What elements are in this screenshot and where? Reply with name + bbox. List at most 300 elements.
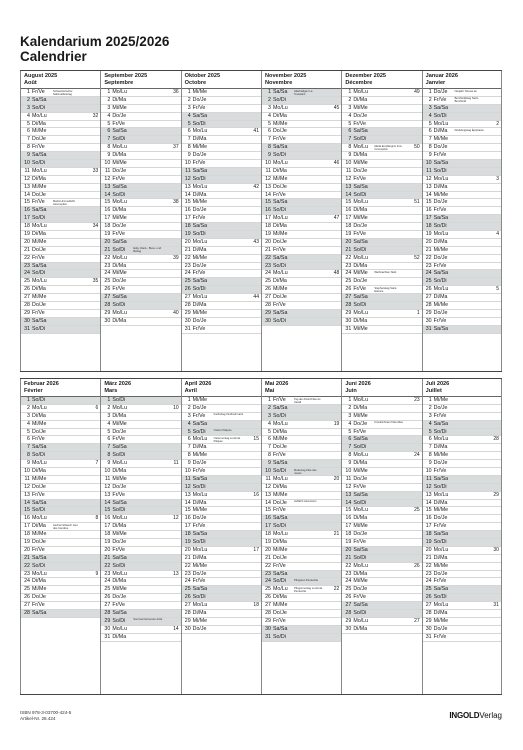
day-row bbox=[342, 476, 421, 484]
weekday-label: Di/Ma bbox=[192, 246, 207, 253]
weekday-label: So/Di bbox=[112, 452, 126, 459]
day-number: 13 bbox=[345, 183, 352, 190]
day-row bbox=[101, 255, 180, 263]
day-number: 26 bbox=[104, 594, 111, 601]
week-number: 28 bbox=[493, 436, 499, 443]
weekday-label: Do/Je bbox=[192, 152, 207, 159]
weekday-label: So/Di bbox=[112, 246, 126, 253]
day-number: 24 bbox=[104, 578, 111, 585]
day-row bbox=[262, 168, 341, 176]
day-number: 10 bbox=[265, 468, 271, 475]
weekday-label: So/Di bbox=[112, 617, 126, 624]
month-column bbox=[181, 379, 261, 694]
day-number: 7 bbox=[187, 444, 191, 451]
day-number: 15 bbox=[184, 507, 191, 514]
day-number: 14 bbox=[24, 191, 30, 198]
day-row bbox=[101, 626, 180, 634]
day-row bbox=[262, 97, 341, 105]
day-number: 3 bbox=[268, 412, 271, 419]
day-row bbox=[262, 586, 341, 594]
day-number: 19 bbox=[265, 231, 271, 238]
weekday-label: Mi/Me bbox=[192, 507, 208, 514]
day-number: 31 bbox=[425, 325, 432, 332]
week-number: 42 bbox=[253, 183, 259, 190]
weekday-label: Mi/Me bbox=[272, 175, 288, 182]
weekday-label: Do/Je bbox=[353, 112, 368, 119]
weekday-label: Mo/Lu bbox=[433, 436, 449, 443]
day-number: 29 bbox=[345, 617, 352, 624]
weekday-label: Fr/Ve bbox=[272, 617, 286, 624]
week-number: 6 bbox=[95, 404, 99, 411]
day-row bbox=[262, 634, 341, 642]
day-row bbox=[423, 594, 501, 602]
day-row bbox=[342, 563, 421, 571]
day-number: 14 bbox=[265, 191, 271, 198]
weekday-label: So/Di bbox=[32, 104, 45, 111]
day-row bbox=[21, 89, 100, 97]
weekday-label: Di/Ma bbox=[112, 633, 127, 640]
day-number: 23 bbox=[425, 262, 432, 269]
day-number: 18 bbox=[345, 223, 352, 230]
day-number: 29 bbox=[425, 617, 432, 624]
calendar-grid-bottom bbox=[20, 378, 502, 695]
day-number: 27 bbox=[425, 602, 432, 609]
weekday-label: Do/Je bbox=[112, 594, 127, 601]
day-row bbox=[101, 286, 180, 294]
holiday-note: Muttertag Fête des mères bbox=[293, 468, 317, 475]
day-number: 17 bbox=[265, 523, 271, 530]
day-number: 28 bbox=[24, 302, 30, 309]
day-number: 16 bbox=[104, 515, 111, 522]
weekday-label: Sa/Sa bbox=[272, 309, 288, 316]
day-number: 22 bbox=[345, 562, 352, 569]
day-row bbox=[342, 539, 421, 547]
day-number: 4 bbox=[107, 112, 111, 119]
weekday-label: Fr/Ve bbox=[32, 199, 45, 206]
month-column bbox=[181, 71, 261, 371]
weekday-label: Fr/Ve bbox=[112, 120, 125, 127]
day-row bbox=[423, 160, 501, 168]
weekday-label: Mi/Me bbox=[192, 309, 208, 316]
day-row bbox=[423, 121, 501, 129]
day-number: 27 bbox=[104, 294, 111, 301]
day-row bbox=[423, 421, 501, 429]
weekday-label: Do/Je bbox=[433, 570, 448, 577]
day-number: 13 bbox=[265, 491, 271, 498]
day-row bbox=[423, 452, 501, 460]
day-number: 30 bbox=[104, 317, 111, 324]
weekday-label: Fr/Ve bbox=[433, 207, 447, 214]
day-row bbox=[182, 286, 261, 294]
day-number: 30 bbox=[425, 625, 432, 632]
weekday-label: Do/Je bbox=[272, 610, 287, 617]
month-name-fr: Août bbox=[24, 79, 37, 86]
weekday-label: Sa/Sa bbox=[433, 586, 449, 593]
day-number: 24 bbox=[24, 270, 30, 277]
weekday-label: Mi/Me bbox=[272, 436, 288, 443]
day-number: 14 bbox=[265, 499, 271, 506]
day-row bbox=[342, 247, 421, 255]
day-row bbox=[423, 586, 501, 594]
holiday-note: Tag der Arbeit Fête du travail bbox=[293, 397, 321, 404]
day-row bbox=[101, 128, 180, 136]
day-number: 5 bbox=[107, 120, 111, 127]
weekday-label: Di/Ma bbox=[272, 594, 287, 601]
weekday-label: Mi/Me bbox=[353, 325, 368, 332]
day-row bbox=[21, 594, 100, 602]
day-row bbox=[21, 460, 100, 468]
day-number: 9 bbox=[268, 460, 271, 467]
day-number: 1 bbox=[187, 89, 191, 95]
weekday-label: Do/Je bbox=[192, 317, 207, 324]
day-row bbox=[21, 207, 100, 215]
month-header bbox=[101, 379, 180, 397]
weekday-label: Fr/Ve bbox=[192, 160, 206, 167]
weekday-label: Do/Je bbox=[272, 128, 287, 135]
day-row bbox=[182, 310, 261, 318]
day-row bbox=[182, 239, 261, 247]
day-number: 22 bbox=[265, 254, 271, 261]
day-number: 21 bbox=[425, 554, 432, 561]
day-row bbox=[21, 318, 100, 326]
day-row bbox=[342, 413, 421, 421]
day-number: 9 bbox=[27, 152, 30, 159]
day-number: 2 bbox=[187, 96, 191, 103]
weekday-label: So/Di bbox=[433, 167, 447, 174]
day-number: 5 bbox=[187, 120, 191, 127]
day-number: 4 bbox=[348, 112, 352, 119]
month-header bbox=[21, 71, 100, 89]
day-number: 7 bbox=[268, 136, 271, 143]
day-number: 23 bbox=[184, 262, 191, 269]
day-row bbox=[101, 602, 180, 610]
weekday-label: Sa/Sa bbox=[32, 96, 47, 103]
weekday-label: Mi/Me bbox=[433, 397, 449, 403]
day-row bbox=[262, 207, 341, 215]
day-number: 29 bbox=[345, 309, 352, 316]
month-name-fr: Mars bbox=[104, 387, 118, 394]
day-row bbox=[101, 278, 180, 286]
day-number: 30 bbox=[265, 317, 271, 324]
day-number: 12 bbox=[184, 483, 191, 490]
day-row bbox=[262, 136, 341, 144]
day-number: 25 bbox=[265, 586, 271, 593]
day-row bbox=[101, 263, 180, 271]
day-row bbox=[101, 492, 180, 500]
day-number: 17 bbox=[24, 523, 30, 530]
title-line-2: Calendrier bbox=[20, 49, 87, 64]
day-row bbox=[342, 610, 421, 618]
weekday-label: Sa/Sa bbox=[112, 128, 127, 135]
day-number: 11 bbox=[185, 167, 191, 174]
day-row bbox=[342, 207, 421, 215]
month-name-fr: Janvier bbox=[425, 79, 446, 86]
day-number: 22 bbox=[345, 254, 352, 261]
weekday-label: Di/Ma bbox=[32, 578, 46, 585]
day-row bbox=[21, 247, 100, 255]
day-row bbox=[21, 105, 100, 113]
month-name-fr: Mai bbox=[264, 387, 275, 394]
weekday-label: Fr/Ve bbox=[32, 546, 45, 553]
weekday-label: Mi/Me bbox=[192, 562, 208, 569]
day-number: 21 bbox=[24, 246, 30, 253]
day-row bbox=[262, 223, 341, 231]
day-row bbox=[342, 270, 421, 278]
week-number: 4 bbox=[496, 231, 499, 238]
day-number: 3 bbox=[107, 412, 111, 419]
day-number: 9 bbox=[348, 152, 352, 159]
day-number: 11 bbox=[345, 167, 352, 174]
weekday-label: So/Di bbox=[192, 175, 206, 182]
day-number: 25 bbox=[345, 586, 352, 593]
weekday-label: So/Di bbox=[272, 468, 286, 475]
day-row bbox=[342, 500, 421, 508]
day-number: 2 bbox=[268, 404, 271, 411]
weekday-label: Fr/Ve bbox=[272, 246, 286, 253]
day-number: 22 bbox=[24, 562, 30, 569]
holiday-note: Eidg. Dank-, Buss- und Bettag bbox=[133, 247, 161, 254]
day-number: 6 bbox=[107, 128, 111, 135]
day-row bbox=[21, 578, 100, 586]
weekday-label: Mo/Lu bbox=[433, 546, 449, 553]
weekday-label: Mo/Lu bbox=[272, 160, 288, 167]
weekday-label: So/Di bbox=[433, 539, 447, 546]
weekday-label: Mi/Me bbox=[192, 617, 208, 624]
weekday-label: So/Di bbox=[353, 554, 367, 561]
day-row bbox=[262, 492, 341, 500]
holiday-note: Auffahrt Ascension bbox=[293, 500, 317, 504]
day-row bbox=[21, 97, 100, 105]
week-number: 51 bbox=[414, 199, 420, 206]
day-number: 22 bbox=[104, 562, 111, 569]
day-number: 8 bbox=[268, 144, 271, 151]
day-row bbox=[262, 531, 341, 539]
weekday-label: Mi/Me bbox=[433, 562, 449, 569]
weekday-label: Sa/Sa bbox=[192, 112, 208, 119]
weekday-label: So/Di bbox=[192, 286, 206, 293]
day-number: 8 bbox=[428, 452, 432, 459]
weekday-label: Fr/Ve bbox=[272, 302, 286, 309]
day-row bbox=[262, 468, 341, 476]
week-number: 20 bbox=[333, 475, 340, 482]
day-number: 5 bbox=[348, 428, 352, 435]
day-number: 4 bbox=[268, 112, 271, 119]
day-number: 26 bbox=[345, 286, 352, 293]
day-row bbox=[262, 89, 341, 97]
day-row bbox=[342, 263, 421, 271]
weekday-label: Fr/Ve bbox=[112, 436, 125, 443]
weekday-label: Mo/Lu bbox=[32, 278, 47, 285]
day-number: 20 bbox=[345, 546, 352, 553]
day-number: 12 bbox=[425, 483, 432, 490]
day-number: 19 bbox=[184, 539, 191, 546]
weekday-label: Sa/Sa bbox=[192, 278, 208, 285]
weekday-label: Sa/Sa bbox=[272, 254, 288, 261]
day-number: 2 bbox=[27, 96, 30, 103]
day-number: 24 bbox=[345, 578, 352, 585]
day-number: 2 bbox=[348, 404, 352, 411]
weekday-label: Mi/Me bbox=[32, 586, 47, 593]
weekday-label: So/Di bbox=[32, 215, 45, 222]
day-row bbox=[21, 571, 100, 579]
weekday-label: Fr/Ve bbox=[272, 136, 286, 143]
weekday-label: Mo/Lu bbox=[272, 586, 288, 593]
weekday-label: Do/Je bbox=[192, 207, 207, 214]
day-number: 11 bbox=[185, 475, 191, 482]
weekday-label: Mo/Lu bbox=[32, 223, 47, 230]
week-number: 30 bbox=[493, 546, 499, 553]
day-number: 4 bbox=[107, 420, 111, 427]
weekday-label: Mi/Me bbox=[433, 452, 449, 459]
day-number: 10 bbox=[345, 160, 352, 167]
day-row bbox=[342, 571, 421, 579]
day-number: 27 bbox=[425, 294, 432, 301]
day-number: 1 bbox=[187, 397, 191, 403]
day-row bbox=[423, 326, 501, 334]
weekday-label: Fr/Ve bbox=[192, 412, 206, 419]
day-row bbox=[423, 492, 501, 500]
day-row bbox=[182, 602, 261, 610]
day-number: 1 bbox=[268, 89, 271, 95]
day-row bbox=[101, 413, 180, 421]
week-number: 41 bbox=[253, 128, 259, 135]
day-number: 31 bbox=[24, 325, 30, 332]
day-number: 13 bbox=[184, 491, 191, 498]
week-number: 38 bbox=[173, 199, 179, 206]
weekday-label: Di/Ma bbox=[353, 207, 368, 214]
day-number: 28 bbox=[104, 610, 111, 617]
day-number: 15 bbox=[104, 199, 111, 206]
holiday-note: Sommerzeit Heure d'été bbox=[133, 618, 163, 622]
day-number: 3 bbox=[268, 104, 271, 111]
day-row bbox=[342, 594, 421, 602]
day-row bbox=[342, 586, 421, 594]
day-number: 18 bbox=[345, 531, 352, 538]
day-number: 1 bbox=[27, 89, 30, 95]
day-row bbox=[101, 452, 180, 460]
weekday-label: Di/Ma bbox=[112, 96, 127, 103]
day-row bbox=[182, 89, 261, 97]
day-number: 12 bbox=[265, 175, 271, 182]
weekday-label: So/Di bbox=[272, 262, 286, 269]
day-number: 4 bbox=[348, 420, 352, 427]
day-number: 16 bbox=[184, 515, 191, 522]
day-row bbox=[182, 255, 261, 263]
weekday-label: Do/Je bbox=[433, 404, 448, 411]
day-number: 4 bbox=[428, 112, 432, 119]
weekday-label: Mi/Me bbox=[353, 468, 368, 475]
weekday-label: Do/Je bbox=[112, 428, 127, 435]
weekday-label: Do/Je bbox=[32, 428, 46, 435]
day-row bbox=[342, 136, 421, 144]
day-row bbox=[423, 176, 501, 184]
weekday-label: Di/Ma bbox=[433, 238, 448, 245]
week-number: 11 bbox=[173, 460, 179, 467]
weekday-label: Mo/Lu bbox=[112, 404, 128, 411]
day-number: 26 bbox=[184, 286, 191, 293]
title-line-1: Kalendarium 2025/2026 bbox=[20, 34, 170, 49]
week-number: 52 bbox=[414, 254, 420, 261]
day-number: 31 bbox=[345, 325, 352, 332]
day-number: 23 bbox=[24, 262, 30, 269]
week-number: 3 bbox=[496, 175, 499, 182]
day-row bbox=[423, 192, 501, 200]
week-number: 48 bbox=[333, 270, 340, 277]
day-row bbox=[182, 555, 261, 563]
day-row bbox=[342, 547, 421, 555]
weekday-label: Di/Ma bbox=[32, 523, 46, 530]
day-number: 30 bbox=[425, 317, 432, 324]
weekday-label: Di/Ma bbox=[272, 278, 287, 285]
weekday-label: Mi/Me bbox=[433, 302, 449, 309]
weekday-label: Fr/Ve bbox=[433, 317, 447, 324]
weekday-label: Mi/Me bbox=[192, 199, 208, 206]
day-row bbox=[101, 586, 180, 594]
day-row bbox=[101, 318, 180, 326]
day-number: 27 bbox=[24, 602, 30, 609]
day-number: 26 bbox=[184, 594, 191, 601]
day-row bbox=[342, 176, 421, 184]
weekday-label: Sa/Sa bbox=[433, 160, 449, 167]
weekday-label: Mi/Me bbox=[192, 144, 208, 151]
weekday-label: So/Di bbox=[32, 160, 45, 167]
day-number: 29 bbox=[265, 309, 271, 316]
day-row bbox=[101, 294, 180, 302]
month-header bbox=[342, 379, 421, 397]
day-number: 13 bbox=[345, 491, 352, 498]
weekday-label: Mi/Me bbox=[433, 191, 449, 198]
weekday-label: Di/Ma bbox=[32, 286, 46, 293]
day-row bbox=[423, 144, 501, 152]
weekday-label: Mo/Lu bbox=[32, 570, 47, 577]
weekday-label: Di/Ma bbox=[353, 515, 368, 522]
day-row bbox=[101, 429, 180, 437]
month-name-fr: Décembre bbox=[345, 79, 373, 86]
day-row bbox=[182, 199, 261, 207]
day-number: 23 bbox=[104, 262, 111, 269]
day-row bbox=[262, 571, 341, 579]
day-row bbox=[342, 184, 421, 192]
day-number: 11 bbox=[24, 475, 30, 482]
month-name-de: März 2026 bbox=[104, 381, 132, 387]
weekday-label: So/Di bbox=[192, 483, 206, 490]
day-row bbox=[182, 207, 261, 215]
weekday-label: Mo/Lu bbox=[272, 420, 288, 427]
weekday-label: Mo/Lu bbox=[433, 286, 449, 293]
day-number: 15 bbox=[24, 507, 30, 514]
weekday-label: Di/Ma bbox=[112, 152, 127, 159]
day-row bbox=[262, 523, 341, 531]
day-number: 16 bbox=[24, 207, 30, 214]
weekday-label: Mi/Me bbox=[192, 254, 208, 261]
day-row bbox=[101, 523, 180, 531]
day-row bbox=[423, 563, 501, 571]
day-number: 5 bbox=[107, 428, 111, 435]
day-row bbox=[423, 507, 501, 515]
day-number: 5 bbox=[428, 428, 432, 435]
day-row bbox=[21, 176, 100, 184]
day-number: 24 bbox=[425, 270, 432, 277]
month-name-fr: Novembre bbox=[264, 79, 293, 86]
day-number: 25 bbox=[184, 278, 191, 285]
weekday-label: Mi/Me bbox=[32, 475, 47, 482]
weekday-label: Mo/Lu bbox=[192, 436, 208, 443]
day-number: 2 bbox=[187, 404, 191, 411]
day-number: 26 bbox=[265, 286, 271, 293]
day-row bbox=[21, 302, 100, 310]
weekday-label: So/Di bbox=[272, 633, 286, 640]
day-row bbox=[182, 168, 261, 176]
